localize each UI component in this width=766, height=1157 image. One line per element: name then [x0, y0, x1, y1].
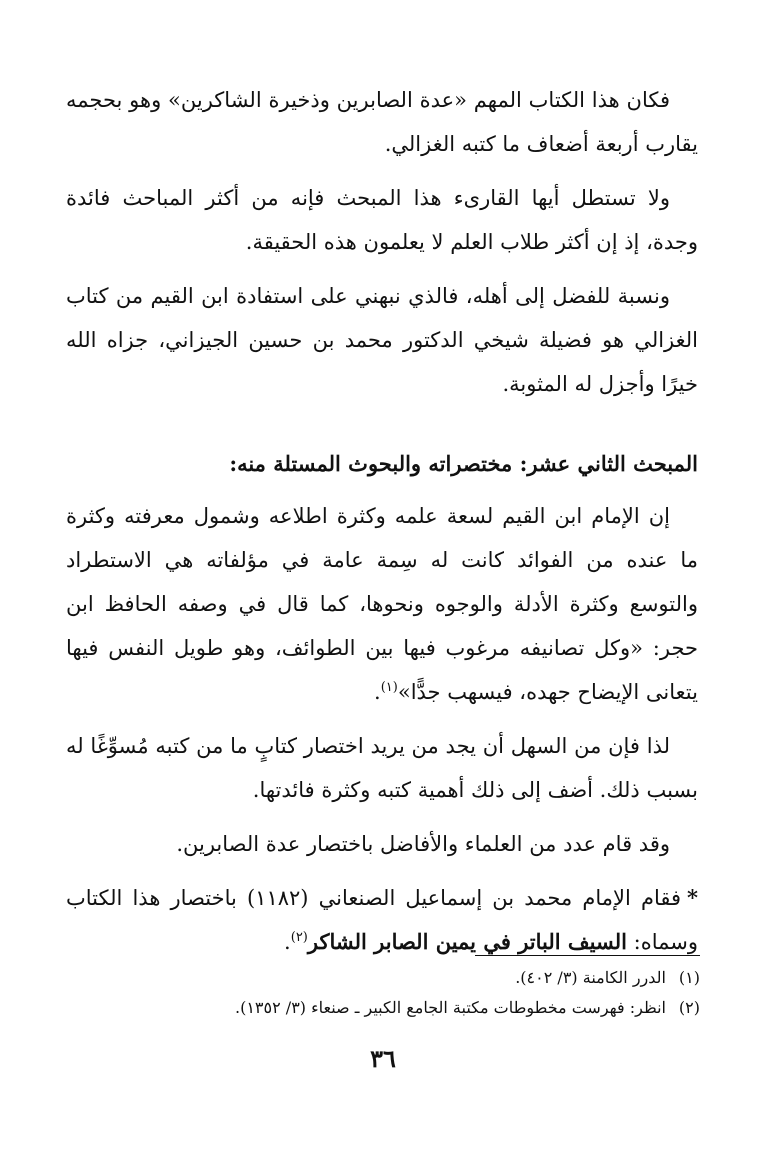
paragraph-abridgement-reason: لذا فإن من السهل أن يجد من يريد اختصار كتابٍ ما من كتبه مُسوِّغًا له بسبب ذلك. أضف إلى ذلك أهمية كتبه وكثرة فائدتها. [66, 734, 698, 802]
paragraph-text: فقام الإمام محمد بن إسماعيل الصنعاني (١١٨٢) باختصار هذا الكتاب وسماه: [66, 886, 698, 954]
paragraph-abridgers: وقد قام عدد من العلماء والأفاضل باختصار عدة الصابرين. [176, 832, 670, 856]
page-number: ٣٦ [370, 1044, 396, 1073]
paragraph-attribution: ونسبة للفضل إلى أهله، فالذي نبهني على استفادة ابن القيم من كتاب الغزالي هو فضيلة شيخي الدكتور محمد بن حسين الجيزاني، جزاه الله خيرًا وأجزل له المثوبة. [66, 284, 698, 396]
paragraph-end: . [284, 930, 291, 954]
footnote-ref-1: (١) [380, 680, 398, 695]
footnote-separator [475, 955, 700, 956]
paragraph-sanani-abridgement [66, 876, 698, 964]
book-title: السيف الباتر في يمين الصابر الشاكر [307, 929, 627, 954]
paragraph-end: . [374, 680, 381, 704]
footnote-2 [68, 993, 700, 1023]
paragraph-text: إن الإمام ابن القيم لسعة علمه وكثرة اطلاعه وشمول معرفته وكثرة ما عنده من الفوائد كانت له سِمة عامة في مؤلفاته هي الاستطراد والتوسع وكثرة الأدلة والوجوه ونحوها، كما قال في وصفه الحافظ ابن حجر: «وكل تصانيفه مرغوب فيها بين الطوائف، وهو طويل النفس فيها يتعانى الإيضاح جهده، فيسهب جدًّا» [66, 504, 698, 704]
footnote-number: (١) [678, 968, 700, 987]
footnote-text: الدرر الكامنة (٣/ ٤٠٢). [515, 968, 666, 987]
paragraph-ibn-qayyim-style [66, 494, 698, 714]
footnote-text: انظر: فهرست مخطوطات مكتبة الجامع الكبير ـ صنعاء (٣/ ١٣٥٢). [235, 998, 666, 1017]
paragraph-reader-note: ولا تستطل أيها القارىء هذا المبحث فإنه من أكثر المباحث فائدة وجدة، إذ إن أكثر طلاب العلم لا يعلمون هذه الحقيقة. [66, 186, 698, 254]
footnote-number: (٢) [678, 998, 700, 1017]
footnotes [68, 963, 700, 1023]
asterisk-marker: * [687, 885, 698, 910]
paragraph-intro: فكان هذا الكتاب المهم «عدة الصابرين وذخيرة الشاكرين» وهو بحجمه يقارب أربعة أضعاف ما كتبه الغزالي. [66, 88, 698, 156]
page-body [66, 78, 698, 974]
footnote-1 [68, 963, 700, 993]
footnote-ref-2: (٢) [290, 930, 308, 945]
section-heading: المبحث الثاني عشر: مختصراته والبحوث المستلة منه: [229, 451, 698, 476]
